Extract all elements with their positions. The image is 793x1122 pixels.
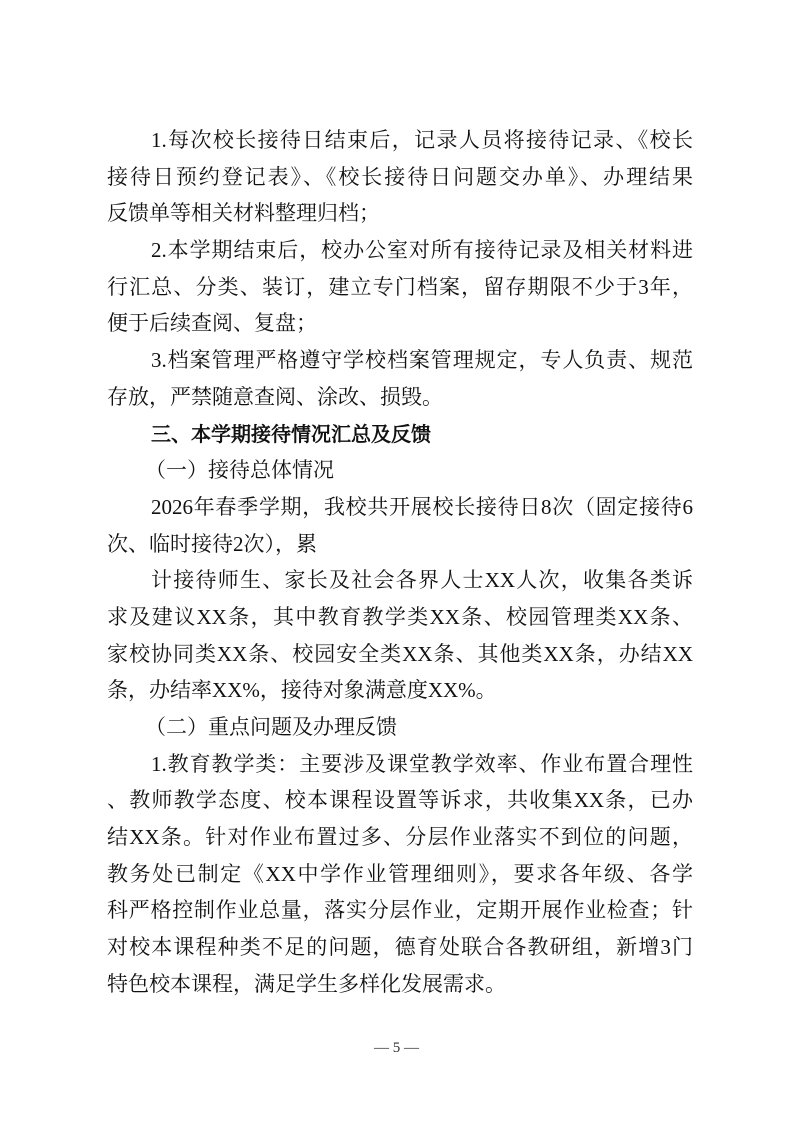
text-line: 条，办结率XX%，接待对象满意度XX%。: [107, 678, 497, 703]
text-line: 科严格控制作业总量，落实分层作业，定期开展作业检查；针: [107, 898, 693, 923]
text-line: 3.档案管理严格遵守学校档案管理规定，专人负责、规范: [151, 348, 693, 373]
text-line: 计接待师生、家长及社会各界人士XX人次，收集各类诉: [151, 568, 693, 593]
text-line: 接待日预约登记表》、《校长接待日问题交办单》、办理结果: [107, 164, 693, 189]
subsection-heading: [107, 452, 693, 489]
section-heading: [107, 416, 693, 453]
paragraph: [107, 489, 693, 562]
text-line: 行汇总、分类、装订，建立专门档案，留存期限不少于3年，: [107, 274, 693, 299]
text-line: 、教师教学态度、校本课程设置等诉求，共收集XX条，已办: [107, 788, 693, 813]
text-line: 2026年春季学期，我校共开展校长接待日8次（固定接待6: [151, 494, 693, 519]
paragraph: [107, 122, 693, 232]
text-line: 求及建议XX条，其中教育教学类XX条、校园管理类XX条、: [107, 604, 693, 629]
text-line: 教务处已制定《XX中学作业管理细则》，要求各年级、各学: [107, 861, 693, 886]
text-line: 次、临时接待2次），累: [107, 531, 317, 556]
text-line: 特色校本课程，满足学生多样化发展需求。: [107, 971, 506, 996]
text-line: （一）接待总体情况: [145, 458, 334, 483]
document-body: [107, 122, 693, 1003]
text-line: 存放，严禁随意查阅、涂改、损毁。: [107, 384, 443, 409]
subsection-heading: [107, 709, 693, 746]
text-line: 三、本学期接待情况汇总及反馈: [151, 421, 431, 446]
paragraph: [107, 342, 693, 415]
text-line: 家校协同类XX条、校园安全类XX条、其他类XX条，办结XX: [107, 641, 693, 666]
text-line: 1.每次校长接待日结束后，记录人员将接待记录、《校长: [151, 128, 693, 152]
paragraph: [107, 232, 693, 342]
text-line: 反馈单等相关材料整理归档；: [107, 201, 380, 226]
text-line: 2.本学期结束后，校办公室对所有接待记录及相关材料进: [151, 238, 693, 263]
text-line: 便于后续查阅、复盘；: [107, 311, 317, 336]
page-number: — 5 —: [374, 1040, 419, 1056]
text-line: 1.教育教学类：主要涉及课堂教学效率、作业布置合理性: [151, 751, 693, 776]
text-line: 对校本课程种类不足的问题，德育处联合各教研组，新增3门: [107, 935, 693, 960]
paragraph: [107, 746, 693, 1003]
paragraph: [107, 562, 693, 709]
text-line: 结XX条。针对作业布置过多、分层作业落实不到位的问题，: [107, 825, 693, 850]
text-line: （二）重点问题及办理反馈: [145, 715, 397, 739]
